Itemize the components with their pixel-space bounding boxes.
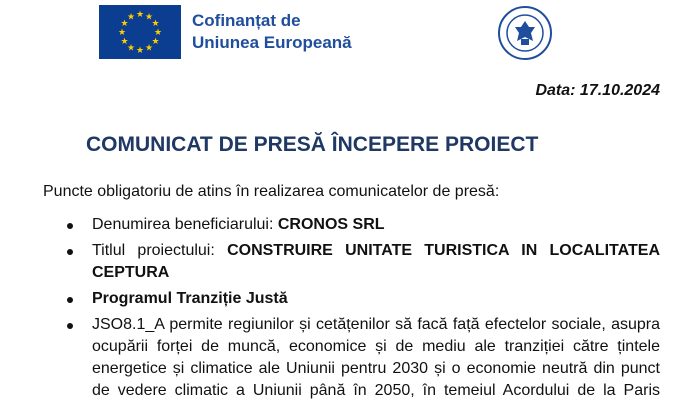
svg-text:★: ★ [117,28,127,38]
svg-text:★: ★ [126,43,136,54]
beneficiary-value: CRONOS SRL [277,216,385,233]
svg-text:★: ★ [144,43,154,54]
press-release-date: Data: 17.10.2024 [535,82,660,99]
project-title-line1 [92,240,660,262]
svg-text:★: ★ [135,46,145,56]
svg-text:★: ★ [126,12,136,23]
svg-text:★: ★ [151,37,160,47]
eu-cofinancing-logo-text [192,10,392,54]
eu-flag-icon [99,5,181,59]
bullet-icon [67,223,73,229]
project-title-label: Titlul proiectului: [92,242,228,259]
list-item-beneficiary [92,214,660,236]
page-title: COMUNICAT DE PRESĂ ÎNCEPERE PROIECT [86,133,539,156]
list-item-specific-objective [92,314,660,402]
svg-text:★: ★ [153,28,163,38]
list-item-program [92,288,660,310]
bullet-icon [67,297,73,303]
svg-text:★: ★ [120,37,129,47]
objective-line1: JSO8.1_A permite regiunilor și cetățenilor să facă față efectelor sociale, asupra [92,316,660,333]
svg-text:★: ★ [151,19,160,29]
eu-logo-line1: Cofinanțat de [192,11,301,30]
eu-logo-line2: Uniunea Europeană [192,33,352,52]
svg-text:★: ★ [144,12,154,23]
beneficiary-label: Denumirea beneficiarului: [92,216,278,233]
project-title-value-part1: CONSTRUIRE UNITATE TURISTICA IN LOCALITATEA [227,242,661,259]
bullet-icon [67,249,73,255]
objective-line3: energetice și climatice ale Uniunii pentru 2030 și o economie neutră din punct [92,360,660,377]
intro-text: Puncte obligatoriu de atins în realizarea comunicatelor de presă: [43,183,500,200]
objective-line2: ocupării forței de muncă, economice și de mediu ale tranziției către țintele [92,338,660,355]
list-item-project-title [92,240,660,284]
svg-text:★: ★ [120,19,129,29]
bullet-icon [67,323,73,329]
svg-text:★: ★ [135,10,145,20]
romanian-government-seal-icon [497,5,553,61]
project-title-value-part2: CEPTURA [92,264,170,281]
program-name: Programul Tranziție Justă [92,290,288,307]
objective-line4: de vedere climatic a Uniunii până în 2050, în temeiul Acordului de la Paris [92,382,660,399]
